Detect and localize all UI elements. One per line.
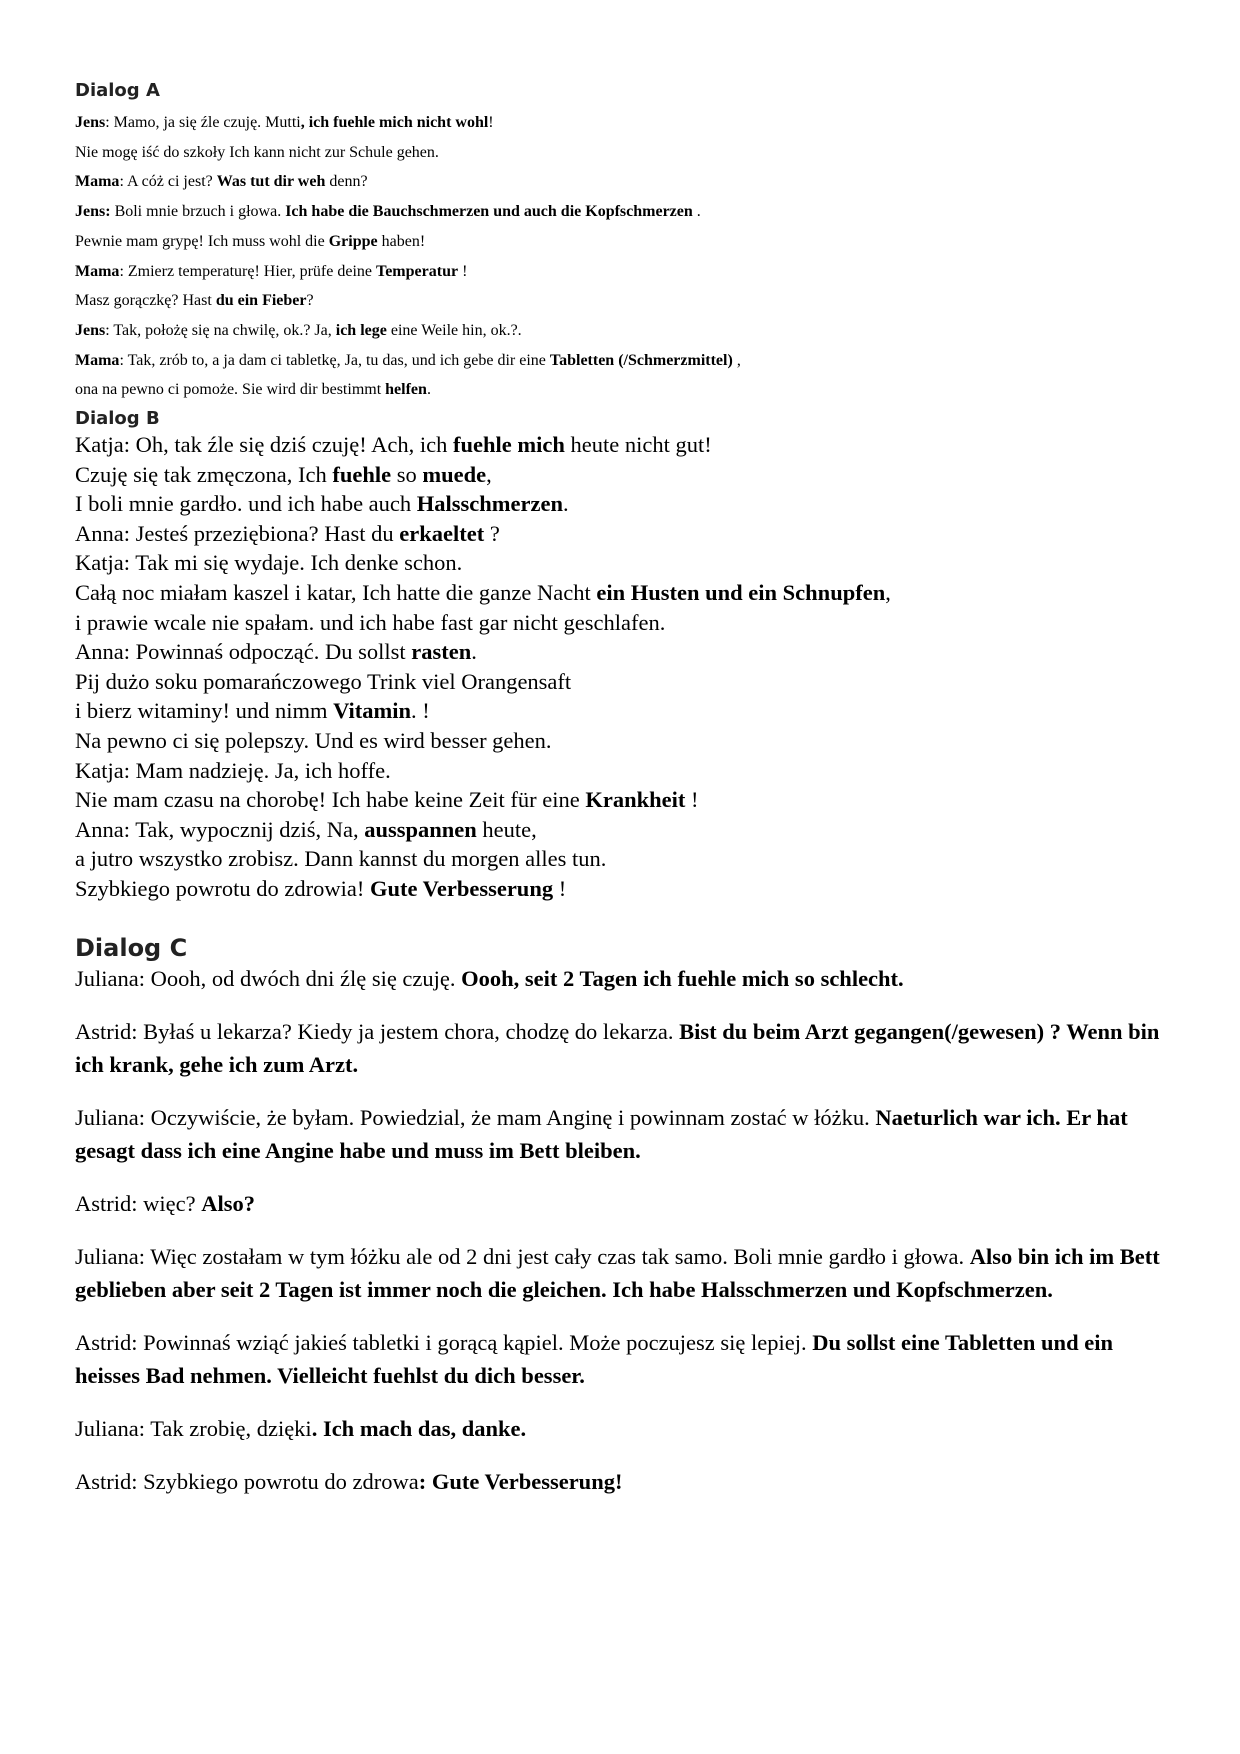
- bold-text-run: Also?: [201, 1190, 255, 1216]
- bold-text-run: Tabletten (/Schmerzmittel): [549, 351, 733, 369]
- bold-text-run: erkaeltet: [399, 520, 485, 546]
- document-page: [75, 80, 1175, 1518]
- text-run: Astrid: więc?: [75, 1190, 202, 1216]
- text-run: ,: [486, 461, 492, 487]
- dialog-b-heading: Dialog B: [75, 408, 160, 430]
- text-run: so: [391, 461, 423, 487]
- dialog-b-line: [75, 874, 1175, 904]
- dialog-b-line: [75, 489, 1175, 519]
- bold-text-run: Was tut dir weh: [216, 173, 326, 191]
- bold-text-run: Gute Verbesserung: [369, 875, 554, 901]
- text-run: !: [458, 262, 468, 280]
- text-run: ?: [306, 292, 314, 310]
- text-run: : Tak, zrób to, a ja dam ci tabletkę, Ja, tu das, und ich gebe dir eine: [119, 351, 550, 369]
- dialog-a-line: [75, 316, 1175, 346]
- dialog-b-line: [75, 460, 1175, 490]
- text-run: denn?: [325, 173, 368, 191]
- bold-text-run: Ich habe die Bauchschmerzen und auch die Kopfschmerzen: [285, 203, 693, 221]
- bold-text-run: Grippe: [328, 232, 378, 250]
- dialog-b-line: [75, 844, 1175, 874]
- text-run: .: [563, 491, 569, 517]
- text-run: .: [692, 203, 701, 221]
- text-run: Pewnie mam grypę! Ich muss wohl die: [75, 232, 329, 250]
- text-run: eine Weile hin, ok.?.: [386, 321, 522, 339]
- bold-text-run: Mama: [75, 173, 120, 191]
- dialog-b-line: [75, 667, 1175, 697]
- bold-text-run: fuehle mich: [453, 432, 565, 458]
- dialog-c-paragraph: [75, 962, 1175, 995]
- text-run: : Mamo, ja się źle czuję. Mutti: [105, 114, 301, 131]
- bold-text-run: Mama: [75, 351, 120, 369]
- bold-text-run: helfen: [385, 381, 427, 399]
- bold-text-run: Jens: [75, 321, 106, 339]
- text-run: Nie mogę iść do szkoły Ich kann nicht zur Schule gehen.: [75, 143, 439, 161]
- dialog-a-body: [75, 108, 1175, 405]
- bold-text-run: Temperatur: [376, 262, 459, 280]
- text-run: Juliana: Tak zrobię, dzięki: [75, 1415, 312, 1441]
- dialog-c-paragraph: [75, 1015, 1175, 1081]
- text-run: i prawie wcale nie spałam. und ich habe fast gar nicht geschlafen.: [75, 609, 666, 635]
- text-run: Astrid: Byłaś u lekarza? Kiedy ja jestem chora, chodzę do lekarza.: [75, 1018, 680, 1044]
- dialog-b-line: [75, 637, 1175, 667]
- text-run: !: [685, 787, 699, 813]
- text-run: Juliana: Oooh, od dwóch dni źlę się czuję.: [75, 965, 462, 991]
- dialog-a-line: [75, 286, 1175, 316]
- dialog-a-line: [75, 375, 1175, 405]
- dialog-a-line: [75, 138, 1175, 168]
- dialog-a-line: [75, 108, 1175, 138]
- dialog-c-paragraph: [75, 1465, 1175, 1498]
- text-run: Na pewno ci się polepszy. Und es wird besser gehen.: [75, 727, 552, 753]
- text-run: heute,: [476, 816, 537, 842]
- text-run: Całą noc miałam kaszel i katar, Ich hatte die ganze Nacht: [75, 580, 597, 605]
- text-run: Katja: Oh, tak źle się dziś czuję! Ach, ich: [75, 432, 453, 458]
- dialog-b-line: [75, 430, 1175, 460]
- dialog-c-paragraph: [75, 1326, 1175, 1392]
- bold-text-run: ein Husten und ein Schnupfen: [596, 580, 886, 605]
- dialog-a-heading: Dialog A: [75, 80, 160, 101]
- dialog-b-line: [75, 578, 1175, 608]
- dialog-b-line: [75, 815, 1175, 845]
- dialog-c-paragraph: [75, 1187, 1175, 1220]
- bold-text-run: du ein Fieber: [215, 292, 307, 310]
- text-run: Katja: Tak mi się wydaje. Ich denke schon.: [75, 550, 463, 576]
- dialog-b-line: [75, 785, 1175, 815]
- text-run: Anna: Tak, wypocznij dziś, Na,: [75, 816, 365, 842]
- text-run: Nie mam czasu na chorobę! Ich habe keine Zeit für eine: [75, 787, 586, 813]
- dialog-b-line: [75, 726, 1175, 756]
- dialog-b-body: [75, 430, 1175, 904]
- text-run: !: [553, 875, 567, 901]
- dialog-c-body: [75, 962, 1175, 1498]
- dialog-b-line: [75, 548, 1175, 578]
- dialog-c-heading: Dialog C: [75, 933, 188, 962]
- text-run: heute nicht gut!: [564, 432, 712, 458]
- text-run: .: [426, 381, 431, 399]
- text-run: ,: [732, 351, 741, 369]
- text-run: ona na pewno ci pomoże. Sie wird dir bestimmt: [75, 381, 386, 399]
- bold-text-run: . Ich mach das, danke.: [311, 1415, 527, 1441]
- bold-text-run: Naeturlich war ich. Er hat gesagt dass ich eine Angine habe und muss im Bett bleiben.: [75, 1104, 1128, 1163]
- text-run: Anna: Powinnaś odpocząć. Du sollst: [75, 639, 412, 665]
- text-run: Astrid: Powinnaś wziąć jakieś tabletki i gorącą kąpiel. Może poczujesz się lepiej.: [75, 1329, 813, 1355]
- text-run: !: [488, 114, 494, 131]
- bold-text-run: , ich fuehle mich nicht wohl: [300, 114, 489, 131]
- dialog-c-paragraph: [75, 1240, 1175, 1306]
- text-run: .: [471, 639, 477, 665]
- text-run: a jutro wszystko zrobisz. Dann kannst du morgen alles tun.: [75, 846, 607, 872]
- bold-text-run: : Gute Verbesserung!: [418, 1468, 623, 1494]
- text-run: haben!: [377, 232, 426, 250]
- dialog-a-line: [75, 346, 1175, 376]
- bold-text-run: fuehle: [332, 461, 392, 487]
- text-run: Anna: Jesteś przeziębiona? Hast du: [75, 520, 400, 546]
- bold-text-run: Bist du beim Arzt gegangen(/gewesen) ? Wenn bin ich krank, gehe ich zum Arzt.: [75, 1018, 1160, 1077]
- bold-text-run: Du sollst eine Tabletten und ein heisses Bad nehmen. Vielleicht fuehlst du dich besser.: [75, 1329, 1113, 1388]
- bold-text-run: Oooh, seit 2 Tagen ich fuehle mich so schlecht.: [461, 965, 904, 991]
- dialog-a-line: [75, 167, 1175, 197]
- text-run: : Tak, położę się na chwilę, ok.? Ja,: [105, 321, 336, 339]
- text-run: Katja: Mam nadzieję. Ja, ich hoffe.: [75, 757, 391, 783]
- text-run: . !: [411, 698, 430, 724]
- bold-text-run: ausspannen: [364, 816, 477, 842]
- text-run: Masz gorączkę? Hast: [75, 292, 216, 310]
- bold-text-run: Jens:: [75, 203, 111, 221]
- text-run: Czuję się tak zmęczona, Ich: [75, 461, 333, 487]
- dialog-a-line: [75, 197, 1175, 227]
- dialog-b-line: [75, 696, 1175, 726]
- text-run: Juliana: Więc zostałam w tym łóżku ale od 2 dni jest cały czas tak samo. Boli mnie gardło i głowa.: [75, 1243, 970, 1269]
- text-run: Szybkiego powrotu do zdrowia!: [75, 875, 370, 901]
- dialog-c-paragraph: [75, 1101, 1175, 1167]
- text-run: : Zmierz temperaturę! Hier, prüfe deine: [119, 262, 376, 280]
- bold-text-run: Jens: [75, 114, 106, 131]
- text-run: Boli mnie brzuch i głowa.: [110, 203, 286, 221]
- text-run: i bierz witaminy! und nimm: [75, 698, 334, 724]
- bold-text-run: Also bin ich im Bett geblieben aber seit 2 Tagen ist immer noch die gleichen. Ich habe Halsschmerzen und Kopfschmerzen.: [75, 1243, 1160, 1302]
- text-run: I boli mnie gardło. und ich habe auch: [75, 491, 417, 517]
- bold-text-run: Vitamin: [333, 698, 412, 724]
- dialog-b-line: [75, 608, 1175, 638]
- dialog-c-paragraph: [75, 1412, 1175, 1445]
- text-run: ,: [885, 580, 891, 605]
- dialog-b-line: [75, 519, 1175, 549]
- bold-text-run: ich lege: [335, 321, 387, 339]
- bold-text-run: rasten: [411, 639, 472, 665]
- dialog-a-line: [75, 257, 1175, 287]
- bold-text-run: Krankheit: [585, 787, 686, 813]
- text-run: : A cóż ci jest?: [119, 173, 217, 191]
- bold-text-run: Mama: [75, 262, 120, 280]
- text-run: Juliana: Oczywiście, że byłam. Powiedzial, że mam Anginę i powinnam zostać w łóżku.: [75, 1104, 876, 1130]
- bold-text-run: Halsschmerzen: [416, 491, 563, 517]
- dialog-b-line: [75, 756, 1175, 786]
- bold-text-run: muede: [422, 461, 487, 487]
- dialog-a-line: [75, 227, 1175, 257]
- text-run: Pij dużo soku pomarańczowego Trink viel Orangensaft: [75, 668, 572, 694]
- text-run: Astrid: Szybkiego powrotu do zdrowa: [75, 1468, 419, 1494]
- text-run: ?: [484, 520, 500, 546]
